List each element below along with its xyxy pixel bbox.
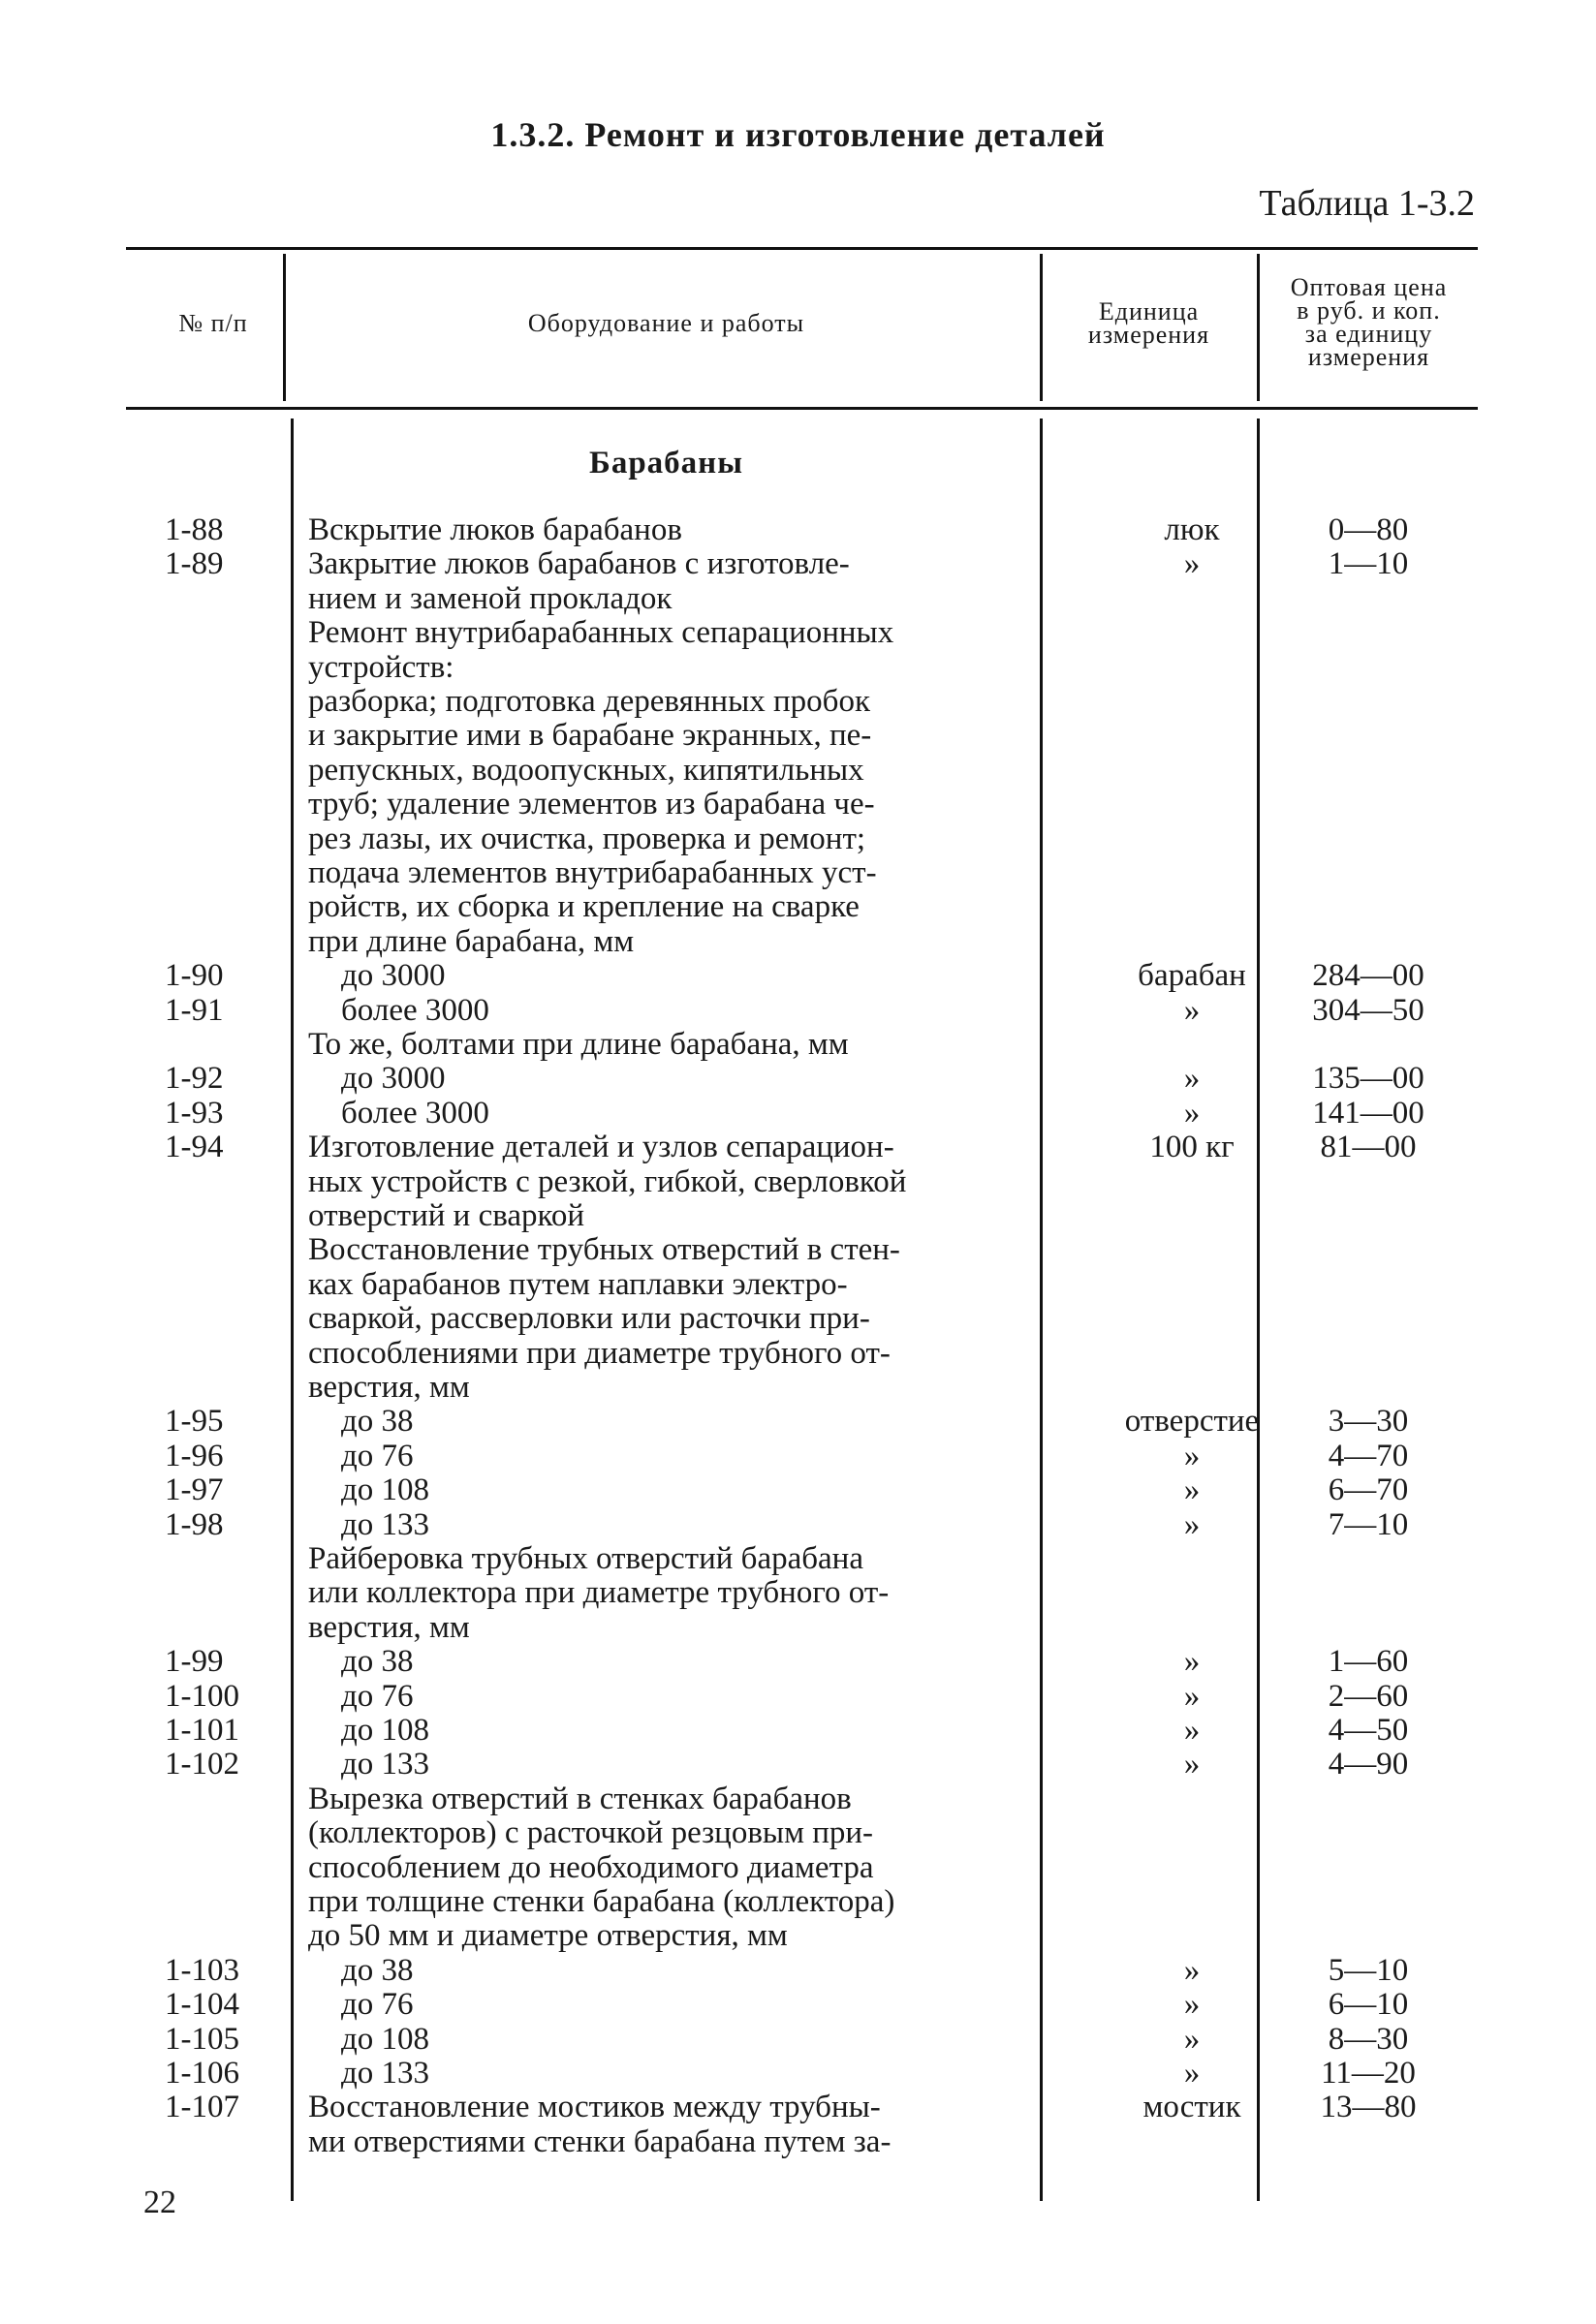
row-unit: » (1183, 546, 1201, 582)
row-description: до 76 (341, 1678, 414, 1714)
row-number: 1-104 (165, 1987, 239, 2023)
row-unit: мостик (1142, 2090, 1241, 2125)
row-description: до 108 (341, 1472, 430, 1508)
row-description: подача элементов внутрибарабанных уст- (308, 855, 877, 890)
row-description: и закрытие ими в барабане экранных, пе- (308, 718, 872, 754)
body-divider-3 (1257, 418, 1260, 2201)
row-number: 1-90 (165, 958, 224, 994)
row-description: Изготовление деталей и узлов сепарацион- (308, 1130, 894, 1165)
row-unit: » (1183, 1747, 1201, 1782)
row-number: 1-103 (165, 1952, 239, 1988)
row-number: 1-96 (165, 1438, 224, 1473)
row-price: 6—70 (1328, 1472, 1409, 1508)
row-description: Райберовка трубных отверстий барабана (308, 1541, 863, 1576)
row-description: до 133 (341, 1506, 430, 1542)
row-number: 1-101 (165, 1713, 239, 1748)
row-unit: » (1183, 1952, 1201, 1988)
row-description: до 50 мм и диаметре отверстия, мм (308, 1918, 788, 1954)
row-description: Вырезка отверстий в стенках барабанов (308, 1781, 852, 1816)
row-price: 5—10 (1328, 1952, 1409, 1988)
row-description: рез лазы, их очистка, проверка и ремонт; (308, 821, 866, 856)
row-unit: » (1183, 1506, 1201, 1542)
row-unit: » (1183, 1472, 1201, 1508)
header-work: Оборудование и работы (527, 309, 805, 337)
row-price: 141—00 (1312, 1095, 1424, 1131)
row-price: 4—70 (1328, 1438, 1409, 1473)
page-number: 22 (143, 2185, 176, 2220)
row-price: 6—10 (1328, 1987, 1409, 2023)
row-description: ных устройств с резкой, гибкой, сверловкой (308, 1163, 907, 1199)
row-unit: » (1183, 2056, 1201, 2091)
row-description: Восстановление мостиков между трубны- (308, 2090, 881, 2125)
header-unit-line: измерения (1087, 321, 1210, 349)
row-number: 1-93 (165, 1095, 224, 1131)
row-description: до 108 (341, 2021, 430, 2057)
row-price: 304—50 (1312, 992, 1424, 1028)
header-price-line: в руб. и коп. (1297, 296, 1441, 325)
row-unit: » (1183, 1438, 1201, 1473)
row-description: до 76 (341, 1987, 414, 2023)
row-description: Восстановление трубных отверстий в стен- (308, 1232, 900, 1268)
row-description: до 3000 (341, 1061, 446, 1097)
header-price (1260, 273, 1478, 371)
row-number: 1-89 (165, 546, 224, 582)
row-unit: » (1183, 1061, 1201, 1097)
row-description: при длине барабана, мм (308, 923, 635, 959)
row-description: верстия, мм (308, 1609, 470, 1645)
row-description: до 38 (341, 1404, 414, 1440)
row-number: 1-97 (165, 1472, 224, 1508)
row-description: до 38 (341, 1952, 414, 1988)
group-title: Барабаны (589, 446, 743, 480)
row-description: более 3000 (341, 992, 489, 1028)
row-unit: » (1183, 1644, 1201, 1680)
row-price: 7—10 (1328, 1506, 1409, 1542)
row-description: ках барабанов путем наплавки электро- (308, 1266, 848, 1302)
row-price: 135—00 (1312, 1061, 1424, 1097)
body-divider-1 (291, 418, 294, 2201)
row-number: 1-105 (165, 2021, 239, 2057)
row-description: (коллекторов) с расточкой резцовым при- (308, 1815, 874, 1851)
header-num: № п/п (178, 309, 248, 337)
row-description: ройств, их сборка и крепление на сварке (308, 889, 860, 925)
row-unit: » (1183, 1678, 1201, 1714)
row-description: до 133 (341, 2056, 430, 2091)
row-number: 1-98 (165, 1506, 224, 1542)
row-description: устройств: (308, 649, 454, 685)
row-number: 1-99 (165, 1644, 224, 1680)
row-description: способлением до необходимого диаметра (308, 1849, 874, 1885)
row-unit: 100 кг (1149, 1130, 1235, 1165)
header-price-line: за единицу (1304, 320, 1433, 348)
row-price: 81—00 (1320, 1130, 1417, 1165)
row-description: сваркой, рассверловки или расточки при- (308, 1301, 870, 1337)
row-price: 8—30 (1328, 2021, 1409, 2057)
row-description: Ремонт внутрибарабанных сепарационных (308, 615, 894, 651)
section-title: 1.3.2. Ремонт и изготовление деталей (490, 115, 1106, 154)
row-number: 1-94 (165, 1130, 224, 1165)
row-price: 13—80 (1320, 2090, 1417, 2125)
row-unit: отверстие (1124, 1404, 1260, 1440)
row-price: 3—30 (1328, 1404, 1409, 1440)
row-unit: люк (1164, 512, 1220, 547)
header-unit-line: Единица (1098, 297, 1200, 325)
row-description: более 3000 (341, 1095, 489, 1131)
header-price-line: Оптовая цена (1290, 273, 1448, 301)
row-number: 1-102 (165, 1747, 239, 1782)
row-description: нием и заменой прокладок (308, 580, 673, 616)
row-description: до 3000 (341, 958, 446, 994)
row-number: 1-88 (165, 512, 224, 547)
row-description: до 108 (341, 1713, 430, 1748)
row-price: 4—50 (1328, 1713, 1409, 1748)
table-header-rule (126, 407, 1478, 410)
row-unit: » (1183, 992, 1201, 1028)
row-description: репускных, водоопускных, кипятильных (308, 752, 864, 788)
row-price: 2—60 (1328, 1678, 1409, 1714)
row-unit: » (1183, 1095, 1201, 1131)
header-divider-1 (283, 254, 286, 401)
row-number: 1-95 (165, 1404, 224, 1440)
row-description: отверстий и сваркой (308, 1198, 585, 1233)
header-unit (1045, 297, 1253, 349)
row-description: Вскрытие люков барабанов (308, 512, 682, 547)
row-description: до 38 (341, 1644, 414, 1680)
row-description: до 76 (341, 1438, 414, 1473)
row-price: 1—60 (1328, 1644, 1409, 1680)
row-description: верстия, мм (308, 1370, 470, 1405)
row-unit: » (1183, 1713, 1201, 1748)
row-unit: » (1183, 1987, 1201, 2023)
row-description: или коллектора при диаметре трубного от- (308, 1575, 890, 1611)
row-price: 11—20 (1321, 2056, 1416, 2091)
row-description: способлениями при диаметре трубного от- (308, 1335, 891, 1371)
row-description: разборка; подготовка деревянных пробок (308, 684, 870, 719)
row-number: 1-107 (165, 2090, 239, 2125)
header-price-line: измерения (1307, 343, 1430, 371)
row-description: при толщине стенки барабана (коллектора) (308, 1884, 895, 1919)
row-unit: » (1183, 2021, 1201, 2057)
row-number: 1-92 (165, 1061, 224, 1097)
row-price: 284—00 (1312, 958, 1424, 994)
row-price: 4—90 (1328, 1747, 1409, 1782)
body-divider-2 (1040, 418, 1043, 2201)
row-price: 0—80 (1328, 512, 1409, 547)
row-description: до 133 (341, 1747, 430, 1782)
row-number: 1-100 (165, 1678, 239, 1714)
table-top-rule (126, 247, 1478, 250)
table-label: Таблица 1-3.2 (1259, 183, 1475, 224)
row-number: 1-106 (165, 2056, 239, 2091)
row-description: труб; удаление элементов из барабана че- (308, 787, 875, 822)
row-number: 1-91 (165, 992, 224, 1028)
row-description: ми отверстиями стенки барабана путем за- (308, 2123, 892, 2159)
row-description: То же, болтами при длине барабана, мм (308, 1027, 849, 1062)
row-unit: барабан (1138, 958, 1246, 994)
row-description: Закрытие люков барабанов с изготовле- (308, 546, 850, 582)
row-price: 1—10 (1328, 546, 1409, 582)
